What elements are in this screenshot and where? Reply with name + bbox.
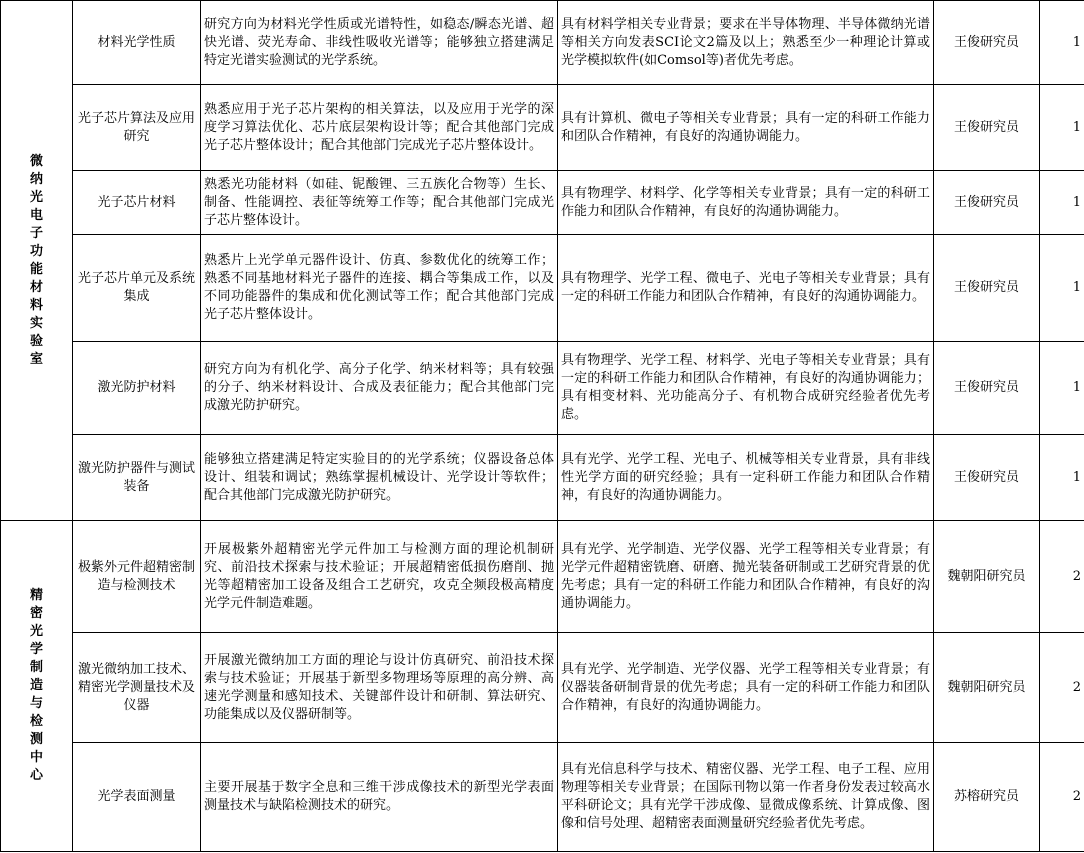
duties-cell [201,435,558,521]
position-text: 激光防护器件与测试装备 [77,460,195,494]
department-cell [1,521,73,852]
position-cell [73,1,201,85]
requirements-cell [558,521,934,633]
position-text: 激光微纳加工技术、精密光学测量技术及仪器 [77,661,195,713]
requirements-text: 具有光学、光学制造、光学仪器、光学工程等相关专业背景；有光学元件超精密铣磨、研磨、抛光装备研制或工艺研究背景的优先考虑；具有一定的科研工作能力和团队合作精神，有良好的沟通协调能力。 [561,541,930,611]
department-cell [1,1,73,521]
position-text: 光学表面测量 [97,789,176,804]
headcount-cell [1040,235,1084,342]
requirements-cell [558,342,934,435]
requirements-cell [558,633,934,743]
contact-text: 王俊研究员 [953,469,1019,485]
contact-text: 魏朝阳研究员 [947,679,1026,695]
requirements-cell [558,1,934,85]
duties-text: 熟悉应用于光子芯片架构的相关算法，以及应用于光学的深度学习算法优化、芯片底层架构设计等；配合其他部门完成光子芯片整体设计；配合其他部门完成光子芯片整体设计。 [204,101,554,153]
headcount-cell [1040,521,1084,633]
requirements-text: 具有物理学、材料学、化学等相关专业背景；具有一定的科研工作能力和团队合作精神，有良好的沟通协调能力。 [561,185,930,219]
duties-cell [201,633,558,743]
requirements-cell [558,171,934,235]
duties-text: 主要开展基于数字全息和三维干涉成像技术的新型光学表面测量技术与缺陷检测技术的研究。 [204,780,554,813]
contact-cell [934,342,1040,435]
contact-text: 苏榕研究员 [953,789,1019,804]
position-cell [73,633,201,743]
table-row [1,85,1084,171]
duties-text: 熟悉片上光学单元器件设计、仿真、参数优化的统筹工作；熟悉不同基地材料光子器件的连接、耦合等集成工作，以及不同功能器件的集成和优化测试等工作；配合其他部门完成光子芯片整体设计。 [204,253,554,322]
position-text: 光子芯片单元及系统集成 [77,271,195,304]
position-text: 激光防护材料 [97,380,176,395]
contact-cell [934,633,1040,743]
duties-cell [201,743,558,852]
headcount-cell [1040,743,1084,852]
contact-cell [934,435,1040,521]
duties-text: 能够独立搭建满足特定实验目的的光学系统；仪器设备总体设计、组装和调试；熟练掌握机械设计、光学设计等软件；配合其他部门完成激光防护研究。 [204,451,554,503]
headcount-cell [1040,342,1084,435]
contact-cell [934,1,1040,85]
headcount-text: 2 [1072,789,1081,804]
contact-text: 王俊研究员 [953,380,1019,395]
requirements-text: 具有计算机、微电子等相关专业背景；具有一定的科研工作能力和团队合作精神，有良好的沟通协调能力。 [561,110,930,144]
requirements-text: 具有光学、光学工程、光电子、机械等相关专业背景，具有非线性光学方面的研究经验；具有一定科研工作能力和团队合作精神，有良好的沟通协调能力。 [561,451,930,503]
duties-text: 开展激光微纳加工方面的理论与设计仿真研究、前沿技术探索与技术验证；开展基于新型多物理场等原理的高分辨、高速光学测量和感知技术、关键部件设计和研制、算法研究、功能集成以及仪器研制等。 [204,652,554,722]
headcount-text: 1 [1072,469,1081,485]
duties-text: 开展极紫外超精密光学元件加工与检测方面的理论机制研究、前沿技术探索与技术验证；开展超精密低损伤磨削、抛光等超精密加工设备及组合工艺研究，攻克全频段极高精度光学元件制造难题。 [204,541,554,611]
contact-cell [934,743,1040,852]
headcount-text: 1 [1072,194,1081,210]
contact-cell [934,85,1040,171]
position-cell [73,435,201,521]
headcount-text: 2 [1072,679,1081,695]
position-cell [73,235,201,342]
table-row [1,342,1084,435]
contact-text: 王俊研究员 [953,280,1019,295]
requirements-text: 具有物理学、光学工程、微电子、光电子等相关专业背景；具有一定的科研工作能力和团队合作精神，有良好的沟通协调能力。 [561,271,930,304]
department-name: 精密光学制造与检测中心 [29,588,43,783]
requirements-cell [558,743,934,852]
position-cell [73,85,201,171]
table-row [1,171,1084,235]
department-name: 微纳光电子功能材料实验室 [29,153,43,367]
duties-cell [201,521,558,633]
headcount-text: 1 [1072,380,1081,395]
requirements-text: 具有光信息科学与技术、精密仪器、光学工程、电子工程、应用物理等相关专业背景；在国际刊物以第一作者身份发表过较高水平科研论文；具有光学干涉成像、显微成像系统、计算成像、图像和信号处理、超精密表面测量研究经验者优先考虑。 [561,762,930,831]
position-cell [73,743,201,852]
position-text: 光子芯片材料 [97,194,176,210]
headcount-cell [1040,633,1084,743]
contact-cell [934,235,1040,342]
requirements-text: 具有材料学相关专业背景；要求在半导体物理、半导体微纳光谱等相关方向发表SCI论文2篇及以上；熟悉至少一种理论计算或光学模拟软件(如Comsol等)者优先考虑。 [561,16,930,68]
position-cell [73,342,201,435]
contact-text: 王俊研究员 [953,194,1019,210]
duties-text: 研究方向为材料光学性质或光谱特性，如稳态/瞬态光谱、超快光谱、荧光寿命、非线性吸收光谱等；能够独立搭建满足特定光谱实验测试的光学系统。 [204,16,554,68]
duties-text: 熟悉光功能材料（如硅、铌酸锂、三五族化合物等）生长、制备、性能调控、表征等统筹工作等；配合其他部门完成光子芯片整体设计。 [204,176,554,228]
headcount-text: 1 [1072,119,1081,135]
headcount-cell [1040,435,1084,521]
table-row [1,521,1084,633]
headcount-text: 1 [1072,280,1081,295]
position-text: 极紫外元件超精密制造与检测技术 [77,559,195,593]
duties-cell [201,235,558,342]
contact-text: 王俊研究员 [953,119,1019,135]
headcount-cell [1040,171,1084,235]
contact-cell [934,521,1040,633]
headcount-text: 1 [1072,34,1081,50]
table-row [1,235,1084,342]
requirements-text: 具有物理学、光学工程、材料学、光电子等相关专业背景；具有一定的科研工作能力和团队合作精神，有良好的沟通协调能力；具有相变材料、光功能高分子、有机物合成研究经验者优先考虑。 [561,353,930,422]
position-text: 材料光学性质 [97,34,176,50]
contact-cell [934,171,1040,235]
table-row [1,743,1084,852]
duties-cell [201,85,558,171]
duties-cell [201,342,558,435]
headcount-text: 2 [1072,568,1081,584]
position-cell [73,171,201,235]
duties-cell [201,1,558,85]
requirements-cell [558,435,934,521]
duties-cell [201,171,558,235]
requirements-cell [558,235,934,342]
contact-text: 魏朝阳研究员 [947,568,1026,584]
requirements-text: 具有光学、光学制造、光学仪器、光学工程等相关专业背景；有仪器装备研制背景的优先考虑；具有一定的科研工作能力和团队合作精神，有良好的沟通协调能力。 [561,661,930,713]
duties-text: 研究方向为有机化学、高分子化学、纳米材料等；具有较强的分子、纳米材料设计、合成及表征能力；配合其他部门完成激光防护研究。 [204,362,554,413]
position-text: 光子芯片算法及应用研究 [77,110,195,144]
table-row [1,435,1084,521]
requirements-cell [558,85,934,171]
position-cell [73,521,201,633]
table-row [1,1,1084,85]
contact-text: 王俊研究员 [953,34,1019,50]
headcount-cell [1040,1,1084,85]
headcount-cell [1040,85,1084,171]
table-row [1,633,1084,743]
